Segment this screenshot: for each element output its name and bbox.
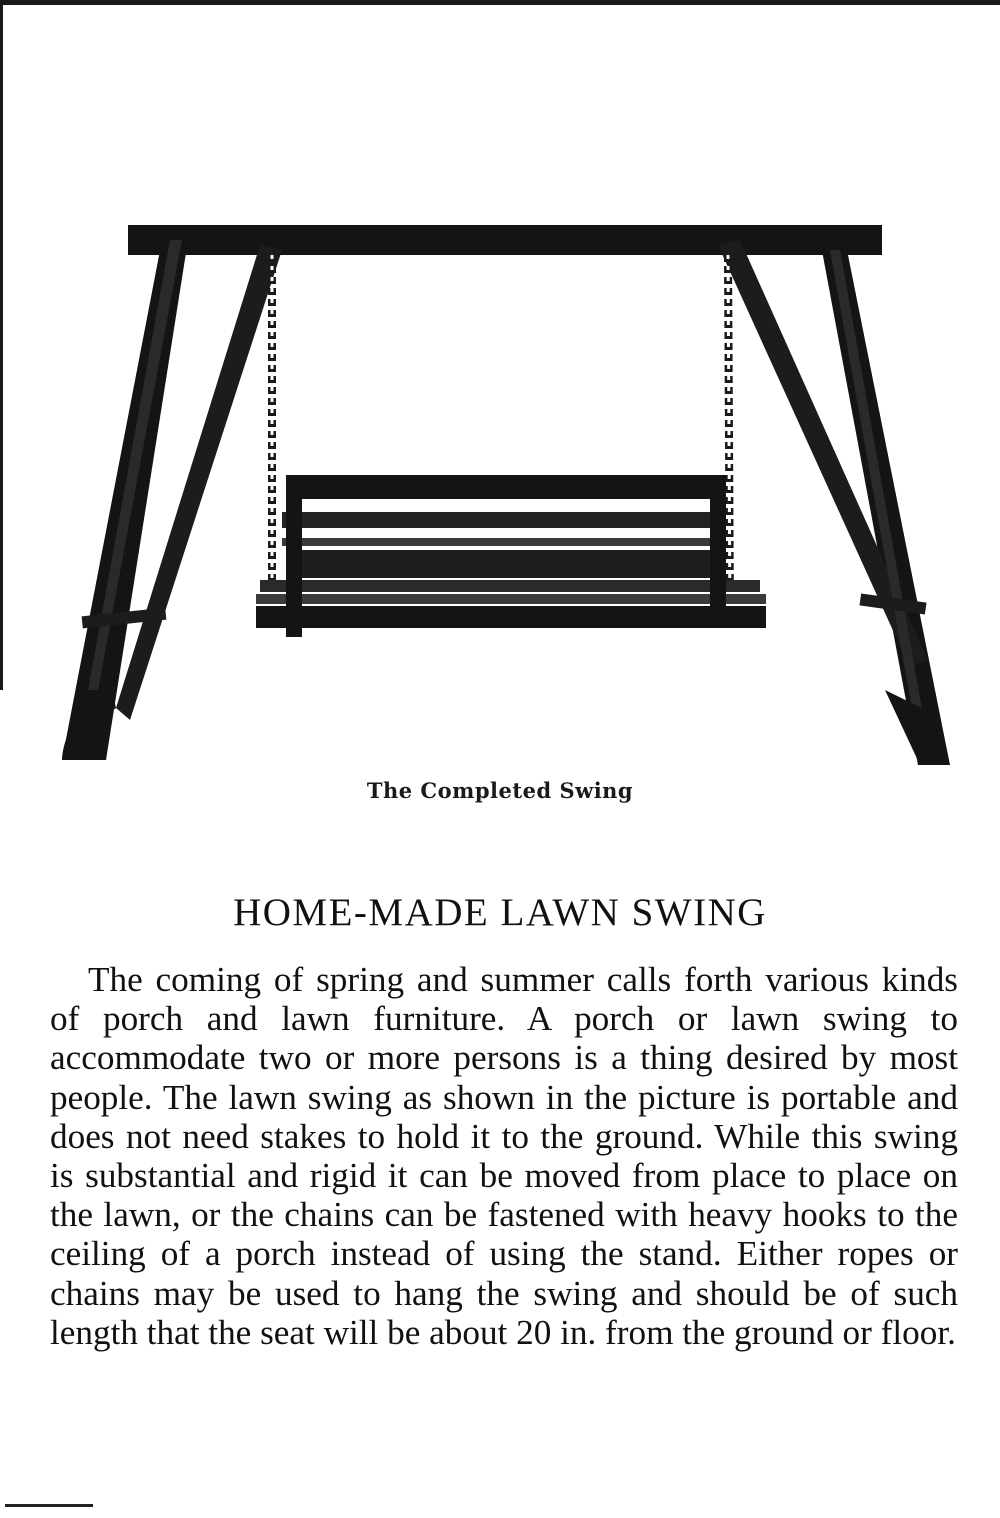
top-border-rule: [0, 0, 1000, 5]
article-body: The coming of spring and summer calls forth various kinds of porch and lawn furniture. A porch or lawn swing to accommodate two or more persons is a thing desired by most people. The lawn swing as shown in the picture is portable and does not need stakes to hold it to the ground. While this swing is substantial and rigid it can be moved from place to place on the lawn, or the chains can be fastened with heavy hooks to the ceiling of a porch instead of using the stand. Either ropes or chains may be used to hang the swing and should be of such length that the seat will be about 20 in. from the ground or floor.: [50, 960, 958, 1352]
footer-rule: [5, 1504, 93, 1507]
left-border-rule: [0, 0, 3, 690]
swing-right-chain: [728, 255, 730, 620]
figure-caption: The Completed Swing: [366, 778, 634, 803]
article-title: HOME-MADE LAWN SWING: [233, 891, 767, 934]
swing-top-beam: [128, 225, 882, 255]
lawn-swing-illustration: [50, 220, 960, 780]
swing-seat: [256, 475, 766, 637]
